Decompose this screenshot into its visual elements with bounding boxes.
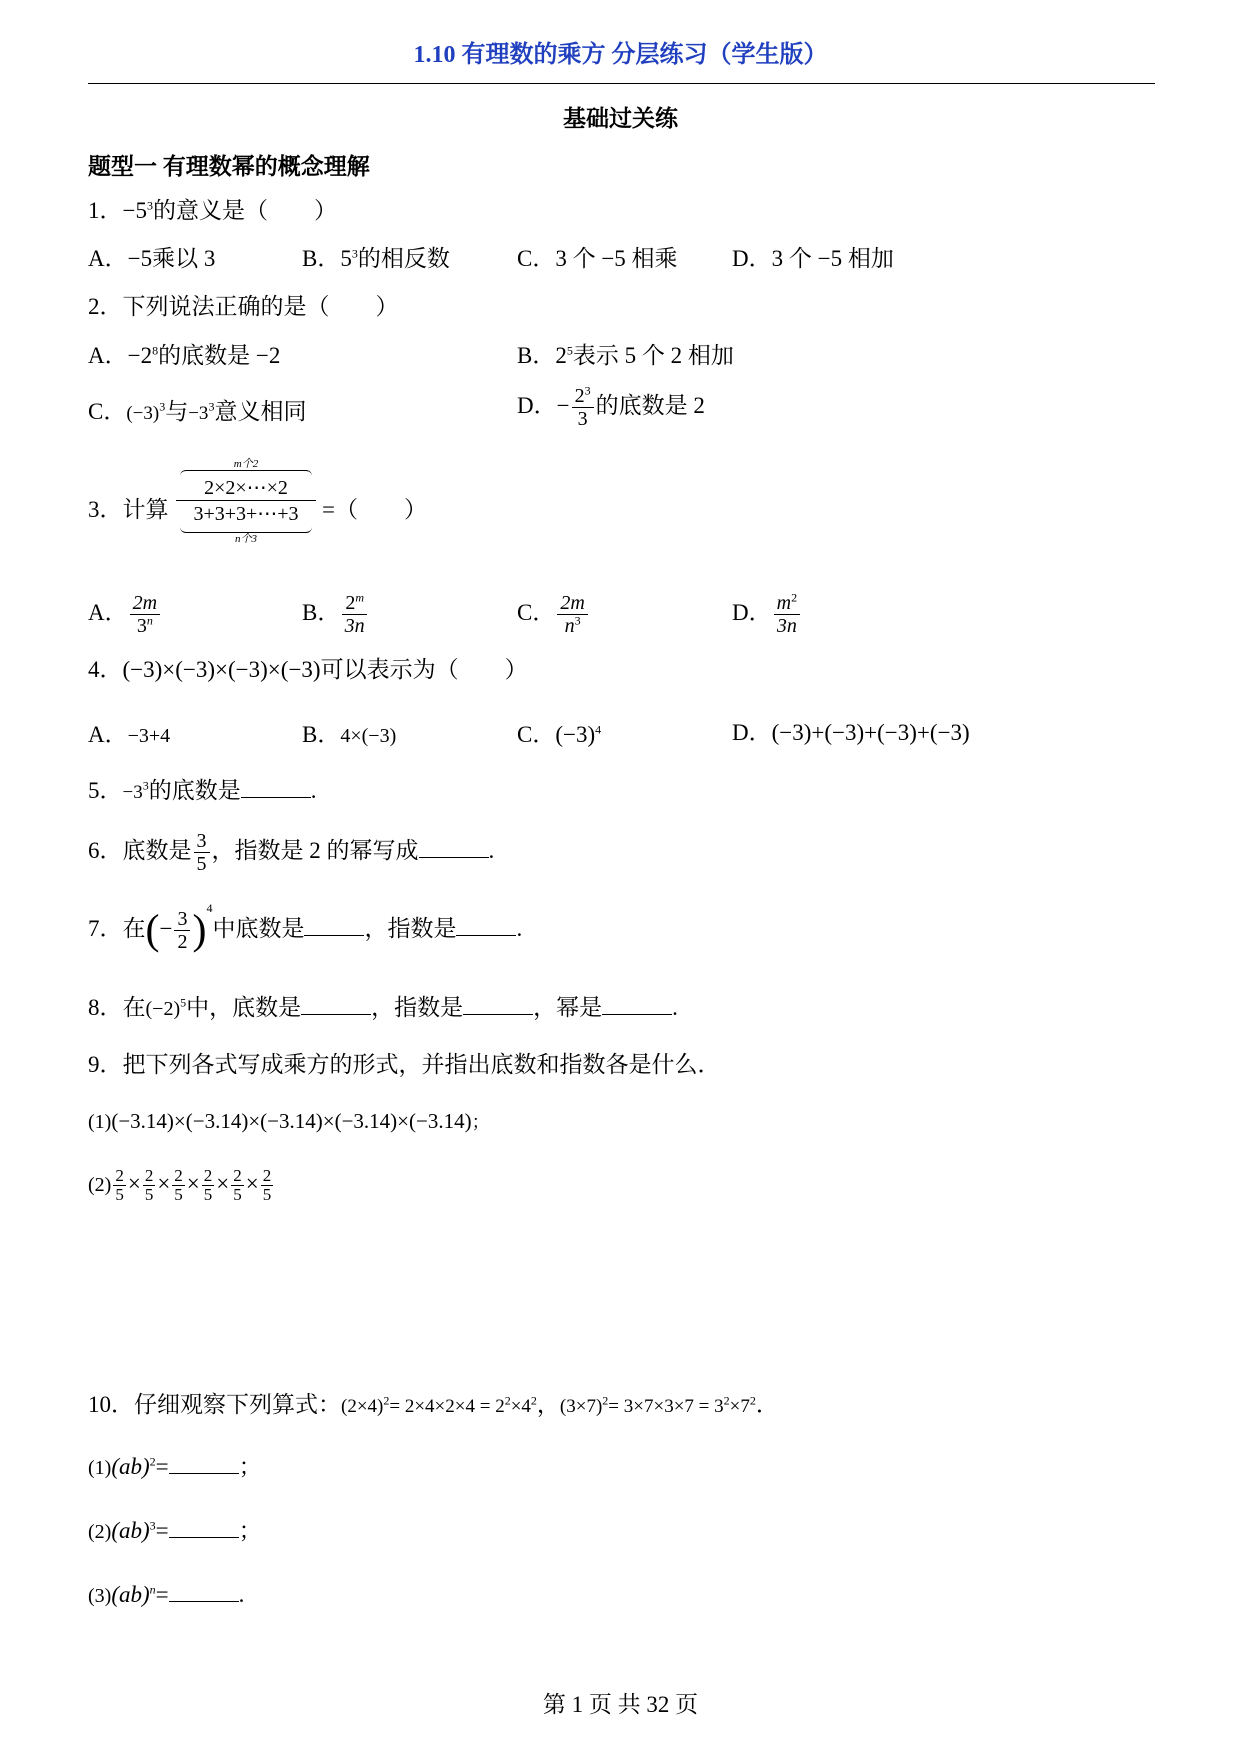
question-10-part-2: (2)(ab)$^3$= ； xyxy=(88,1518,262,1543)
question-8: 8．在$(-2)^5$中，底数是 ，指数是 ，幂是 . xyxy=(88,995,678,1020)
question-4-option-d: D．(−3)+(−3)+(−3)+(−3) xyxy=(732,720,970,745)
question-type-heading: 题型一 有理数幂的概念理解 xyxy=(88,154,370,179)
question-4-option-c: C．$(-3)^4$ xyxy=(517,722,602,747)
question-9-part-2: (2) $\frac{2}{5}$ × $\frac{2}{5}$ × $\frac{2}{5}$ × $\frac{2}{5}$ × $\frac{2}{5}$ × $\frac{2}{5}$ xyxy=(88,1166,272,1204)
answer-blank[interactable] xyxy=(463,1013,533,1015)
question-4-option-b: B．4×(−3) xyxy=(302,722,397,747)
section-title: 基础过关练 xyxy=(563,106,678,131)
question-10-part-3: (3)(ab)$^n$= . xyxy=(88,1582,245,1607)
question-3-option-a: A． $\frac{2m}{3^n}$ xyxy=(88,592,162,637)
question-3-option-b: B． $\frac{2^m}{3n}$ xyxy=(302,592,369,637)
question-1-option-d: D．3 个 −5 相加 xyxy=(732,246,894,271)
question-1-option-a: A．−5乘以 3 xyxy=(88,246,216,271)
question-4-stem: 4．(−3)×(−3)×(−3)×(−3)可以表示为（ ） xyxy=(88,657,528,682)
question-9-part-1: (1)(−3.14)×(−3.14)×(−3.14)×(−3.14)×(−3.14)； xyxy=(88,1109,490,1133)
bottom-brace-label: n个3 xyxy=(235,533,257,545)
question-3-prefix: 3．计算 xyxy=(88,497,169,522)
header-rule xyxy=(88,83,1155,84)
document-title: 1.10 有理数的乘方 分层练习（学生版） xyxy=(413,42,828,68)
fraction-numerator: 2×2×⋯×2 xyxy=(176,476,316,501)
answer-blank[interactable] xyxy=(304,934,364,936)
question-2-option-c: C．$(-3)^3$与$-3^3$意义相同 xyxy=(88,399,307,424)
question-2-option-b: B．$2^5$表示 5 个 2 相加 xyxy=(517,343,734,368)
question-1-option-c: C．3 个 −5 相乘 xyxy=(517,246,678,271)
question-4-option-a: A．−3+4 xyxy=(88,722,171,747)
question-3-option-d: D． $\frac{m^2}{3n}$ xyxy=(732,592,802,637)
question-2-option-d: D．− $\frac{2^3}{3}$ 的底数是 2 xyxy=(517,383,705,430)
question-5: 5．$-3^3$的底数是 . xyxy=(88,778,317,803)
question-10-stem: 10．仔细观察下列算式：$(2\times 4)^2= 2\times 4\times 2\times 4 = 2^2\times 4^2$，$(3\times 7)^2= 3\times 7\times 3\times 7 = 3^2\times 7^2$． xyxy=(88,1392,779,1417)
fraction-denominator: 3+3+3+⋯+3 xyxy=(193,503,299,525)
question-1-option-b: B．$5^3$的相反数 xyxy=(302,246,450,271)
answer-blank[interactable] xyxy=(419,856,489,858)
question-7: 7．在(− $\frac{3}{2}$ )$^4$中底数是 ，指数是 . xyxy=(88,901,523,954)
question-10-part-1: (1)(ab)$^2$= ； xyxy=(88,1454,262,1479)
question-2-option-a: A．$-2^8$的底数是 −2 xyxy=(88,343,281,368)
answer-blank[interactable] xyxy=(169,1472,239,1474)
question-6: 6．底数是 $\frac{3}{5}$ ，指数是 2 的幂写成 . xyxy=(88,830,495,875)
question-3-suffix: =（ ） xyxy=(322,497,427,522)
answer-blank[interactable] xyxy=(169,1600,239,1602)
answer-blank[interactable] xyxy=(602,1013,672,1015)
question-3-fraction xyxy=(176,458,316,545)
question-2-stem: 2．下列说法正确的是（ ） xyxy=(88,294,399,319)
fraction: $\frac{2^3}{3}$ xyxy=(572,385,594,430)
top-brace-label: m个2 xyxy=(233,458,259,470)
question-3-option-c: C． $\frac{2m}{n^3}$ xyxy=(517,592,590,637)
answer-blank[interactable] xyxy=(169,1536,239,1538)
page-number: 第 1 页 共 32 页 xyxy=(542,1692,699,1717)
answer-blank[interactable] xyxy=(456,934,516,936)
answer-blank[interactable] xyxy=(301,1013,371,1015)
answer-blank[interactable] xyxy=(241,796,311,798)
question-1-stem: 1．$-5^3$的意义是（ ） xyxy=(88,198,337,223)
question-9-stem: 9．把下列各式写成乘方的形式，并指出底数和指数各是什么． xyxy=(88,1052,721,1077)
